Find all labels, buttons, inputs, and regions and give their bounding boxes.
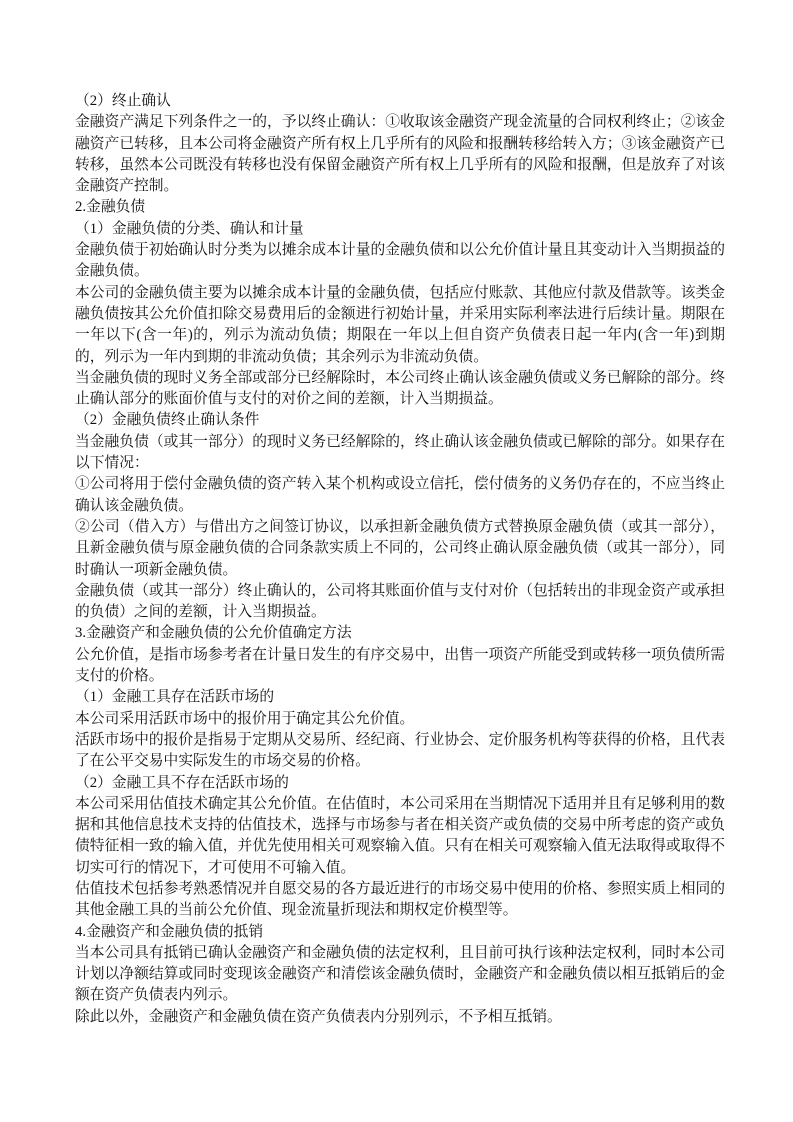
- paragraph-amortized-cost-liabilities: 本公司的金融负债主要为以摊余成本计量的金融负债，包括应付账款、其他应付款及借款等。该类金融负债按其公允价值扣除交易费用后的金额进行初始计量，并采用实际利率法进行后续计量。期限在一年以下(含一年)的，列示为流动负债；期限在一年以上但自资产负债表日起一年内(含一年)到期的，列示为一年内到期的非流动负债；其余列示为非流动负债。: [75, 284, 725, 365]
- paragraph-offsetting-conditions: 当本公司具有抵销已确认金融资产和金融负债的法定权利，且目前可执行该种法定权利，同时本公司计划以净额结算或同时变现该金融资产和清偿该金融负债时，金融资产和金融负债以相互抵销后的金额在资产负债表内列示。: [75, 944, 725, 1004]
- paragraph-no-offsetting: 除此以外，金融资产和金融负债在资产负债表内分别列示，不予相互抵销。: [75, 1008, 562, 1025]
- subsection-heading-no-active-market: （2）金融工具不存在活跃市场的: [75, 774, 289, 791]
- paragraph-fair-value-definition: 公允价值，是指市场参考者在计量日发生的有序交易中，出售一项资产所能受到或转移一项负债所需支付的价格。: [75, 646, 725, 685]
- section-heading-financial-liabilities: 2.金融负债: [75, 199, 146, 216]
- subsection-heading-classification-measurement: （1）金融负债的分类、确认和计量: [75, 220, 304, 237]
- paragraph-derecognition-intro: 当金融负债（或其一部分）的现时义务已经解除的，终止确认该金融负债或已解除的部分。如果存在以下情况：: [75, 433, 725, 472]
- paragraph-condition-2: ②公司（借入方）与借出方之间签订协议，以承担新金融负债方式替换原金融负债（或其一部分），且新金融负债与原金融负债的合同条款实质上不同的，公司终止确认原金融负债（或其一部分），同时确认一项新金融负债。: [75, 518, 725, 578]
- document-content: [75, 91, 725, 1028]
- paragraph-active-market-quote: 本公司采用活跃市场中的报价用于确定其公允价值。: [75, 710, 415, 727]
- section-heading-fair-value-method: 3.金融资产和金融负债的公允价值确定方法: [75, 625, 352, 642]
- subsection-heading-active-market: （1）金融工具存在活跃市场的: [75, 689, 275, 706]
- paragraph-active-market-definition: 活跃市场中的报价是指易于定期从交易所、经纪商、行业协会、定价服务机构等获得的价格，且代表了在公平交易中实际发生的市场交易的价格。: [75, 731, 725, 770]
- paragraph-asset-derecognition-conditions: 金融资产满足下列条件之一的，予以终止确认：①收取该金融资产现金流量的合同权利终止；②该金融资产已转移，且本公司将金融资产所有权上几乎所有的风险和报酬转移给转入方；③该金融资产已转移，虽然本公司既没有转移也没有保留金融资产所有权上几乎所有的风险和报酬，但是放弃了对该金融资产控制。: [75, 114, 725, 195]
- subsection-heading-derecognition: （2）终止确认: [75, 93, 171, 109]
- paragraph-liability-derecognition: 当金融负债的现时义务全部或部分已经解除时，本公司终止确认该金融负债或义务已解除的部分。终止确认部分的账面价值与支付的对价之间的差额，计入当期损益。: [75, 369, 725, 408]
- paragraph-initial-classification: 金融负债于初始确认时分类为以摊余成本计量的金融负债和以公允价值计量且其变动计入当期损益的金融负债。: [75, 242, 725, 280]
- paragraph-valuation-technique-includes: 估值技术包括参考熟悉情况并自愿交易的各方最近进行的市场交易中使用的价格、参照实质上相同的其他金融工具的当前公允价值、现金流量折现法和期权定价模型等。: [75, 880, 725, 919]
- paragraph-condition-1: ①公司将用于偿付金融负债的资产转入某个机构或设立信托，偿付债务的义务仍存在的，不应当终止确认该金融负债。: [75, 476, 725, 514]
- section-heading-offsetting: 4.金融资产和金融负债的抵销: [75, 923, 264, 940]
- paragraph-valuation-technique: 本公司采用估值技术确定其公允价值。在估值时，本公司采用在当期情况下适用并且有足够利用的数据和其他信息技术支持的估值技术，选择与市场参与者在相关资产或负债的交易中所考虑的资产或负债特征相一致的输入值，并优先使用相关可观察输入值。只有在相关可观察输入值无法取得或取得不切实可行的情况下，才可使用不可输入值。: [75, 795, 725, 876]
- subsection-heading-liability-derecognition-conditions: （2）金融负债终止确认条件: [75, 412, 260, 429]
- paragraph-derecognition-difference: 金融负债（或其一部分）终止确认的，公司将其账面价值与支付对价（包括转出的非现金资产或承担的负债）之间的差额，计入当期损益。: [75, 582, 725, 621]
